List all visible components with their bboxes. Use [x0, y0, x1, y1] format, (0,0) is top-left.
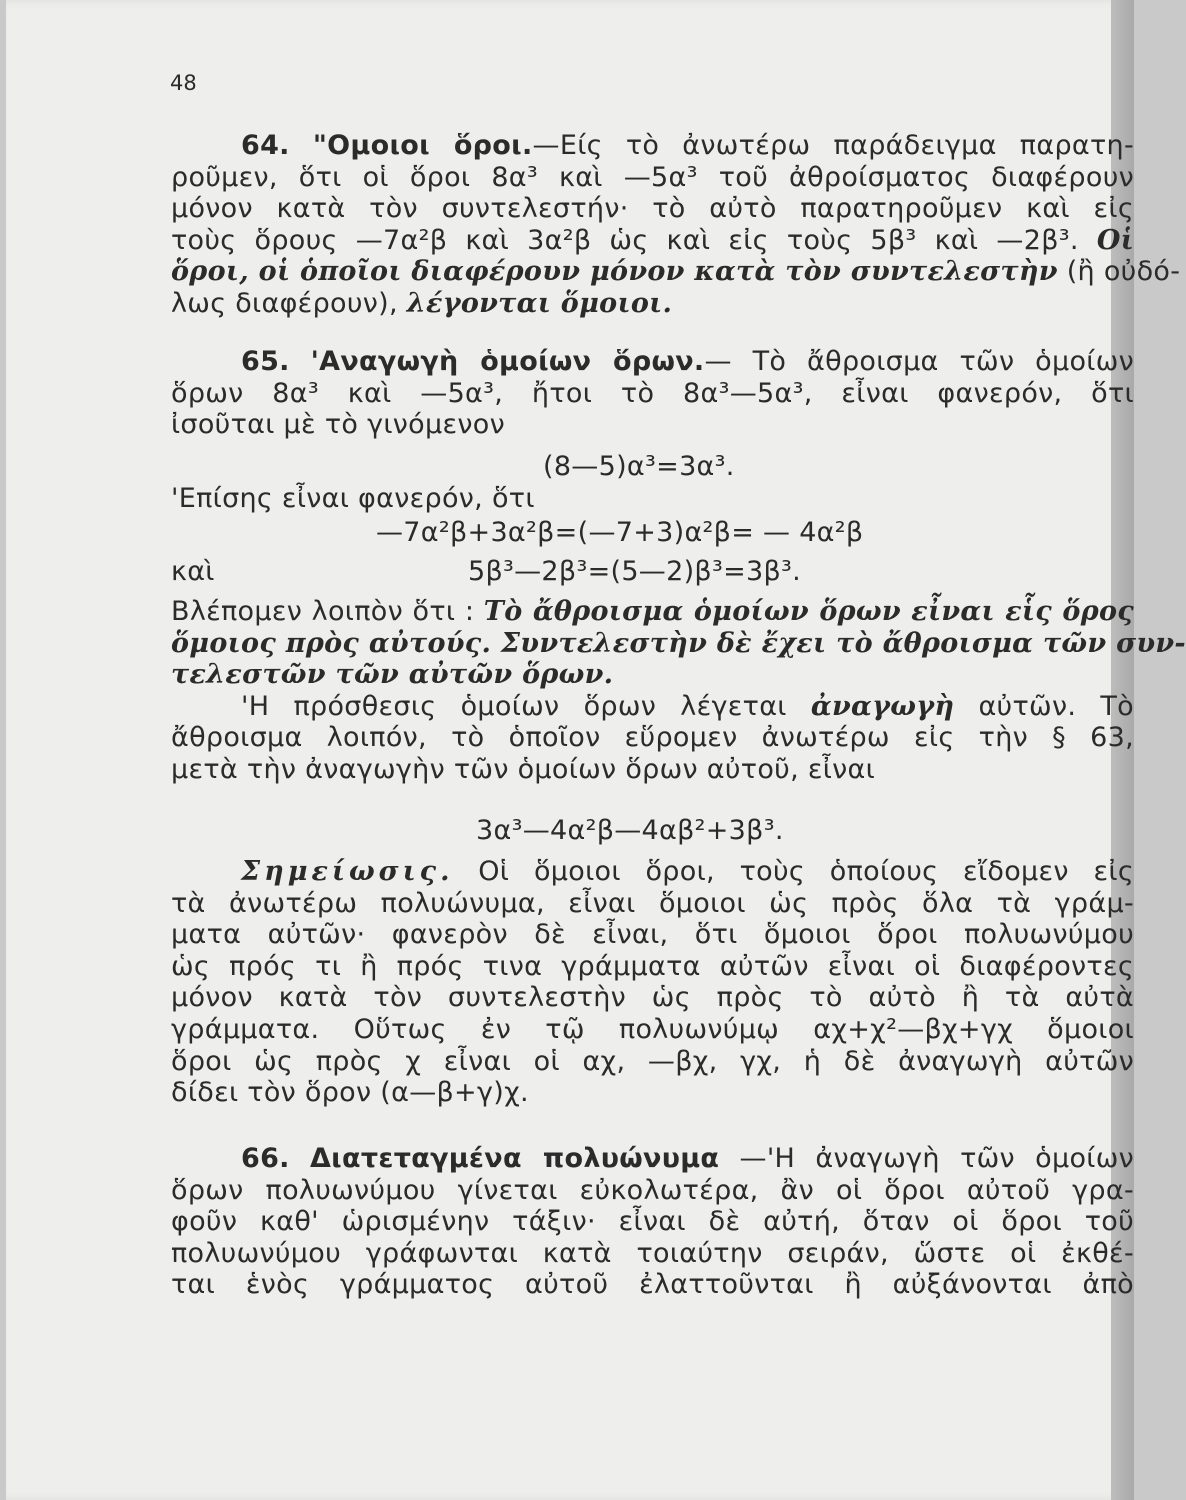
note	[171, 856, 1134, 1109]
formula-1: (8—5)α³=3α³.	[543, 451, 735, 482]
section-65	[171, 346, 1134, 441]
text-line: μόνον κατὰ τὸν συντελεστήν· τὸ αὐτὸ παρατηροῦμεν καὶ εἰς	[171, 193, 1134, 225]
section-66-title: Διατεταγμένα πολυώνυμα	[309, 1143, 720, 1174]
section-65-number: 65.	[241, 346, 290, 377]
text-line: τοὺς ὅρους —7α²β καὶ 3α²β ὡς καὶ εἰς τοὺς 5β³ καὶ —2β³. Οἱ	[171, 224, 1134, 256]
text-line: Βλέπομεν λοιπὸν ὅτι : Τὸ ἄθροισμα ὁμοίων ὅρων εἶναι εἷς ὅρος	[171, 596, 1134, 627]
formula-3: 5β³—2β³=(5—2)β³=3β³.	[468, 556, 802, 587]
text-line: μόνον κατὰ τὸν συντελεστὴν ὡς πρὸς τὸ αὐτὸ ἢ τὰ αὐτὰ	[171, 982, 1134, 1014]
text-line: —Είς τὸ ἀνωτέρω παράδειγμα παρατη-	[532, 130, 1134, 161]
section-65-title: 'Αναγωγὴ ὁμοίων ὅρων.	[310, 346, 705, 377]
section-64-line-1	[171, 130, 1134, 162]
text-line: καὶ	[171, 556, 215, 587]
text-line: ματα αὐτῶν· φανερὸν δὲ εἶναι, ὅτι ὅμοιοι ὅροι πολυωνύμου	[171, 919, 1134, 951]
text-line: 'Η πρόσθεσις ὁμοίων ὅρων λέγεται ἀναγωγὴ αὐτῶν. Τὸ	[241, 690, 1134, 722]
text-line: ὅροι ὡς πρὸς χ εἶναι οἱ αχ, —βχ, γχ, ἡ δὲ ἀναγωγὴ αὐτῶν	[171, 1045, 1134, 1077]
text-line: Σημείωσις. Οἱ ὅμοιοι ὅροι, τοὺς ὁποίους εἴδομεν εἰς	[241, 856, 1134, 887]
book-page	[6, 0, 1186, 1500]
text-line: ὡς πρός τι ἢ πρός τινα γράμματα αὐτῶν εἶναι οἱ διαφέροντες	[171, 950, 1134, 982]
text-line: τελεστῶν τῶν αὐτῶν ὅρων.	[171, 659, 614, 691]
section-66-line-1: 66. Διατεταγμένα πολυώνυμα —'Η ἀναγωγὴ τῶν ὁμοίων	[241, 1143, 1134, 1174]
text-line: πολυωνύμου γράφωνται κατὰ τοιαύτην σειράν, ὥστε οἱ ἐκθέ-	[171, 1237, 1134, 1269]
text-line: ροῦμεν, ὅτι οἱ ὅροι 8α³ καὶ —5α³ τοῦ ἀθροίσματος διαφέρουν	[171, 161, 1134, 193]
text-line: 'Επίσης εἶναι φανερόν, ὅτι	[171, 483, 535, 514]
text-line: μετὰ τὴν ἀναγωγὴν τῶν ὁμοίων ὅρων αὐτοῦ, εἶναι	[171, 753, 876, 785]
section-66	[171, 1143, 1134, 1301]
text-line: γράμματα. Οὕτως ἐν τῷ πολυωνύμῳ αχ+χ²—βχ+γχ ὅμοιοι	[171, 1013, 1134, 1045]
section-65-rule	[171, 596, 1186, 786]
formula-4: 3α³—4α²β—4αβ²+3β³.	[476, 815, 784, 846]
section-64-title: "Ομοιοι ὅροι.	[312, 130, 533, 161]
text-line: ὅρων πολυωνύμου γίνεται εὐκολωτέρα, ἂν οἱ ὅροι αὐτοῦ γρα-	[171, 1174, 1134, 1206]
text-line: λως διαφέρουν), λέγονται ὅμοιοι.	[171, 287, 673, 319]
text-line: ὅροι, οἱ ὁποῖοι διαφέρουν μόνον κατὰ τὸν συντελεστὴν (ἢ οὐδό-	[171, 256, 1181, 288]
formula-2: —7α²β+3α²β=(—7+3)α²β= — 4α²β	[376, 517, 864, 548]
section-66-number: 66.	[241, 1143, 290, 1174]
text-line: δίδει τὸν ὅρον (α—β+γ)χ.	[171, 1077, 529, 1109]
text-line: τὰ ἀνωτέρω πολυώνυμα, εἶναι ὅμοιοι ὡς πρὸς ὅλα τὰ γράμ-	[171, 887, 1134, 919]
page-number: 48	[170, 71, 197, 95]
text-line: ἄθροισμα λοιπόν, τὸ ὁποῖον εὕρομεν ἀνωτέρω εἰς τὴν § 63,	[171, 722, 1134, 754]
note-title: Σημείωσις.	[241, 856, 454, 887]
text-line: ἰσοῦται μὲ τὸ γινόμενον	[171, 409, 505, 441]
section-65-line-1: 65. 'Αναγωγὴ ὁμοίων ὅρων.— Τὸ ἄθροισμα τῶν ὁμοίων	[241, 346, 1135, 377]
text-line: ται ἑνὸς γράμματος αὐτοῦ ἐλαττοῦνται ἢ αὐξάνονται ἀπὸ	[171, 1269, 1134, 1301]
text-line: ὅρων 8α³ καὶ —5α³, ἤτοι τὸ 8α³—5α³, εἶναι φανερόν, ὅτι	[171, 377, 1134, 409]
text-line: φοῦν καθ' ὡρισμένην τάξιν· εἶναι δὲ αὐτή, ὅταν οἱ ὅροι τοῦ	[171, 1206, 1134, 1238]
section-64	[171, 130, 1181, 320]
text-line: ὅμοιος πρὸς αὐτούς. Συντελεστὴν δὲ ἔχει τὸ ἄθροισμα τῶν συν-	[171, 627, 1186, 659]
section-64-number: 64.	[241, 130, 290, 161]
